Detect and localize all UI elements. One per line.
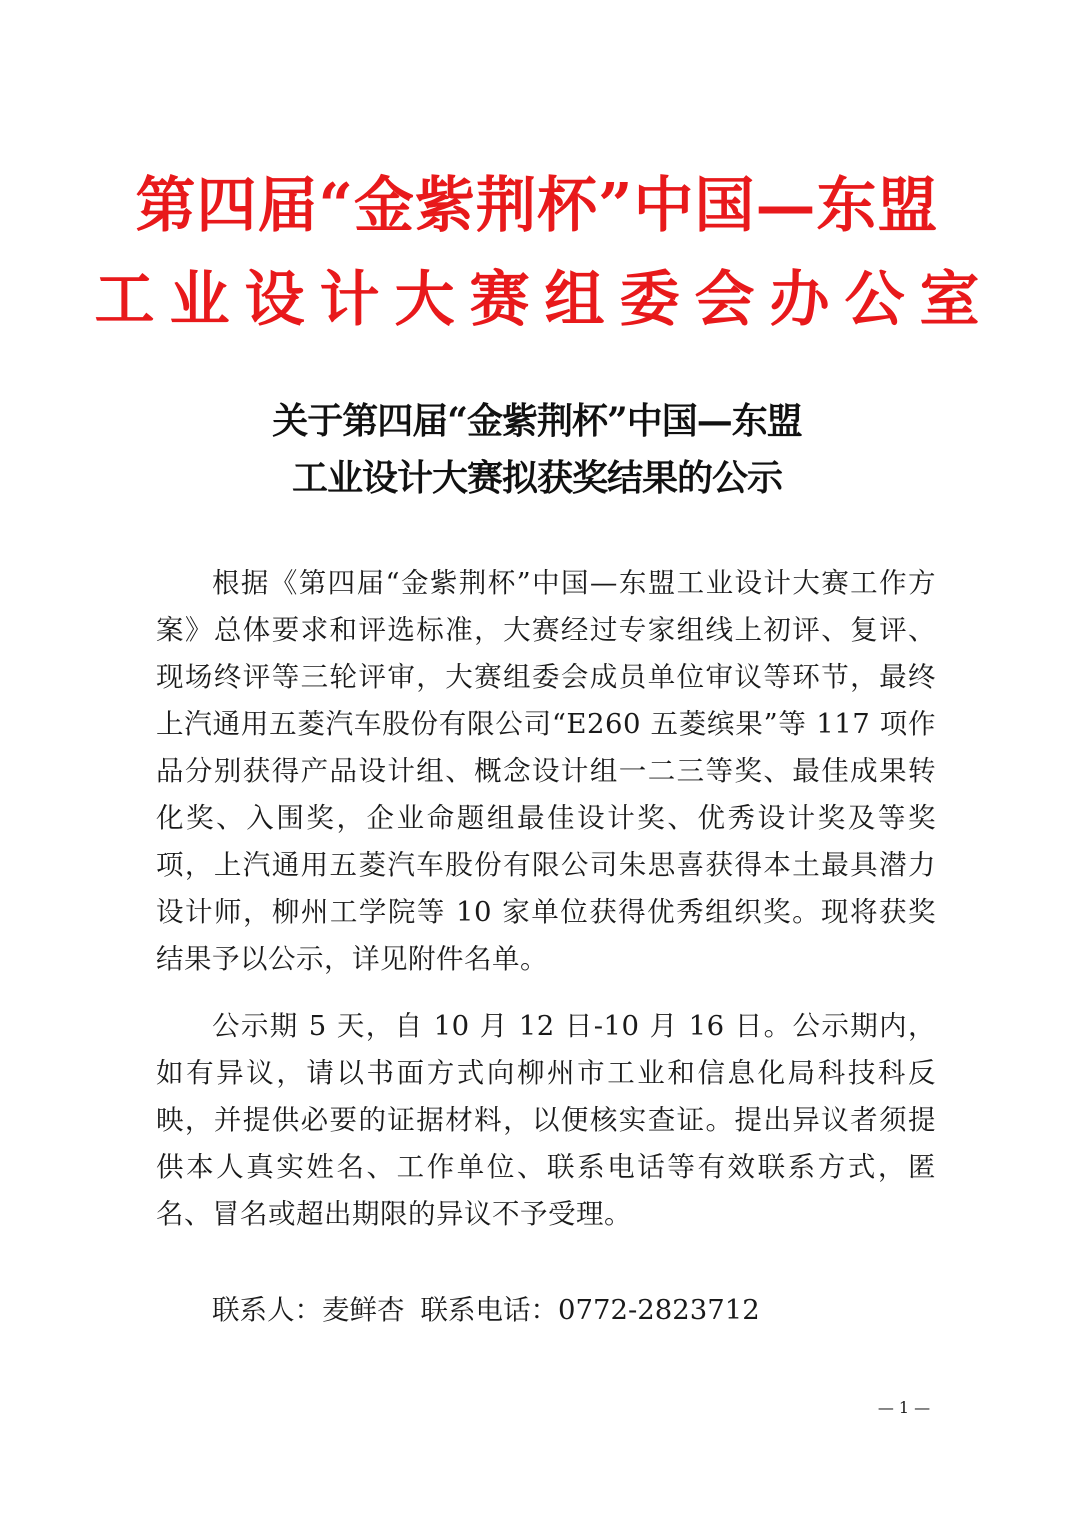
body-paragraph-2: [156, 1003, 936, 1238]
issuer-title-line1: 第四届“金紫荆杯”中国—东盟: [135, 171, 939, 241]
contact-phone: 联系电话：0772-2823712: [420, 1294, 760, 1326]
paragraph-text: 公示期 5 天，自 10 月 12 日-10 月 16 日。公示期内，如有异议，请以书面方式向柳州市工业和信息化局科技科反映，并提供必要的证据材料，以便核实查证。提出异议者须提供本人真实姓名、工作单位、联系电话等有效联系方式，匿名、冒名或超出期限的异议不予受理。: [156, 1010, 936, 1230]
page-number: — 1 —: [877, 1398, 931, 1417]
notice-title-line2: 工业设计大赛拟获奖结果的公示: [291, 457, 782, 499]
issuer-title-line2: 工业设计大赛组委会办公室: [94, 265, 995, 335]
paragraph-text: 根据《第四届“金紫荆杯”中国—东盟工业设计大赛工作方案》总体要求和评选标准，大赛经过专家组线上初评、复评、现场终评等三轮评审，大赛组委会成员单位审议等环节，最终上汽通用五菱汽车股份有限公司“E260 五菱缤果”等 117 项作品分别获得产品设计组、概念设计组一二三等奖、最佳成果转化奖、入围奖，企业命题组最佳设计奖、优秀设计奖及等奖项，上汽通用五菱汽车股份有限公司朱思喜获得本土最具潜力设计师，柳州工学院等 10 家单位获得优秀组织奖。现将获奖结果予以公示，详见附件名单。: [156, 567, 936, 975]
body-paragraph-1: [156, 560, 936, 983]
notice-title-line1: 关于第四届“金紫荆杯”中国—东盟: [272, 400, 802, 442]
contact-person: 联系人：麦鲜杏: [212, 1294, 405, 1326]
contact-line: [212, 1290, 776, 1330]
